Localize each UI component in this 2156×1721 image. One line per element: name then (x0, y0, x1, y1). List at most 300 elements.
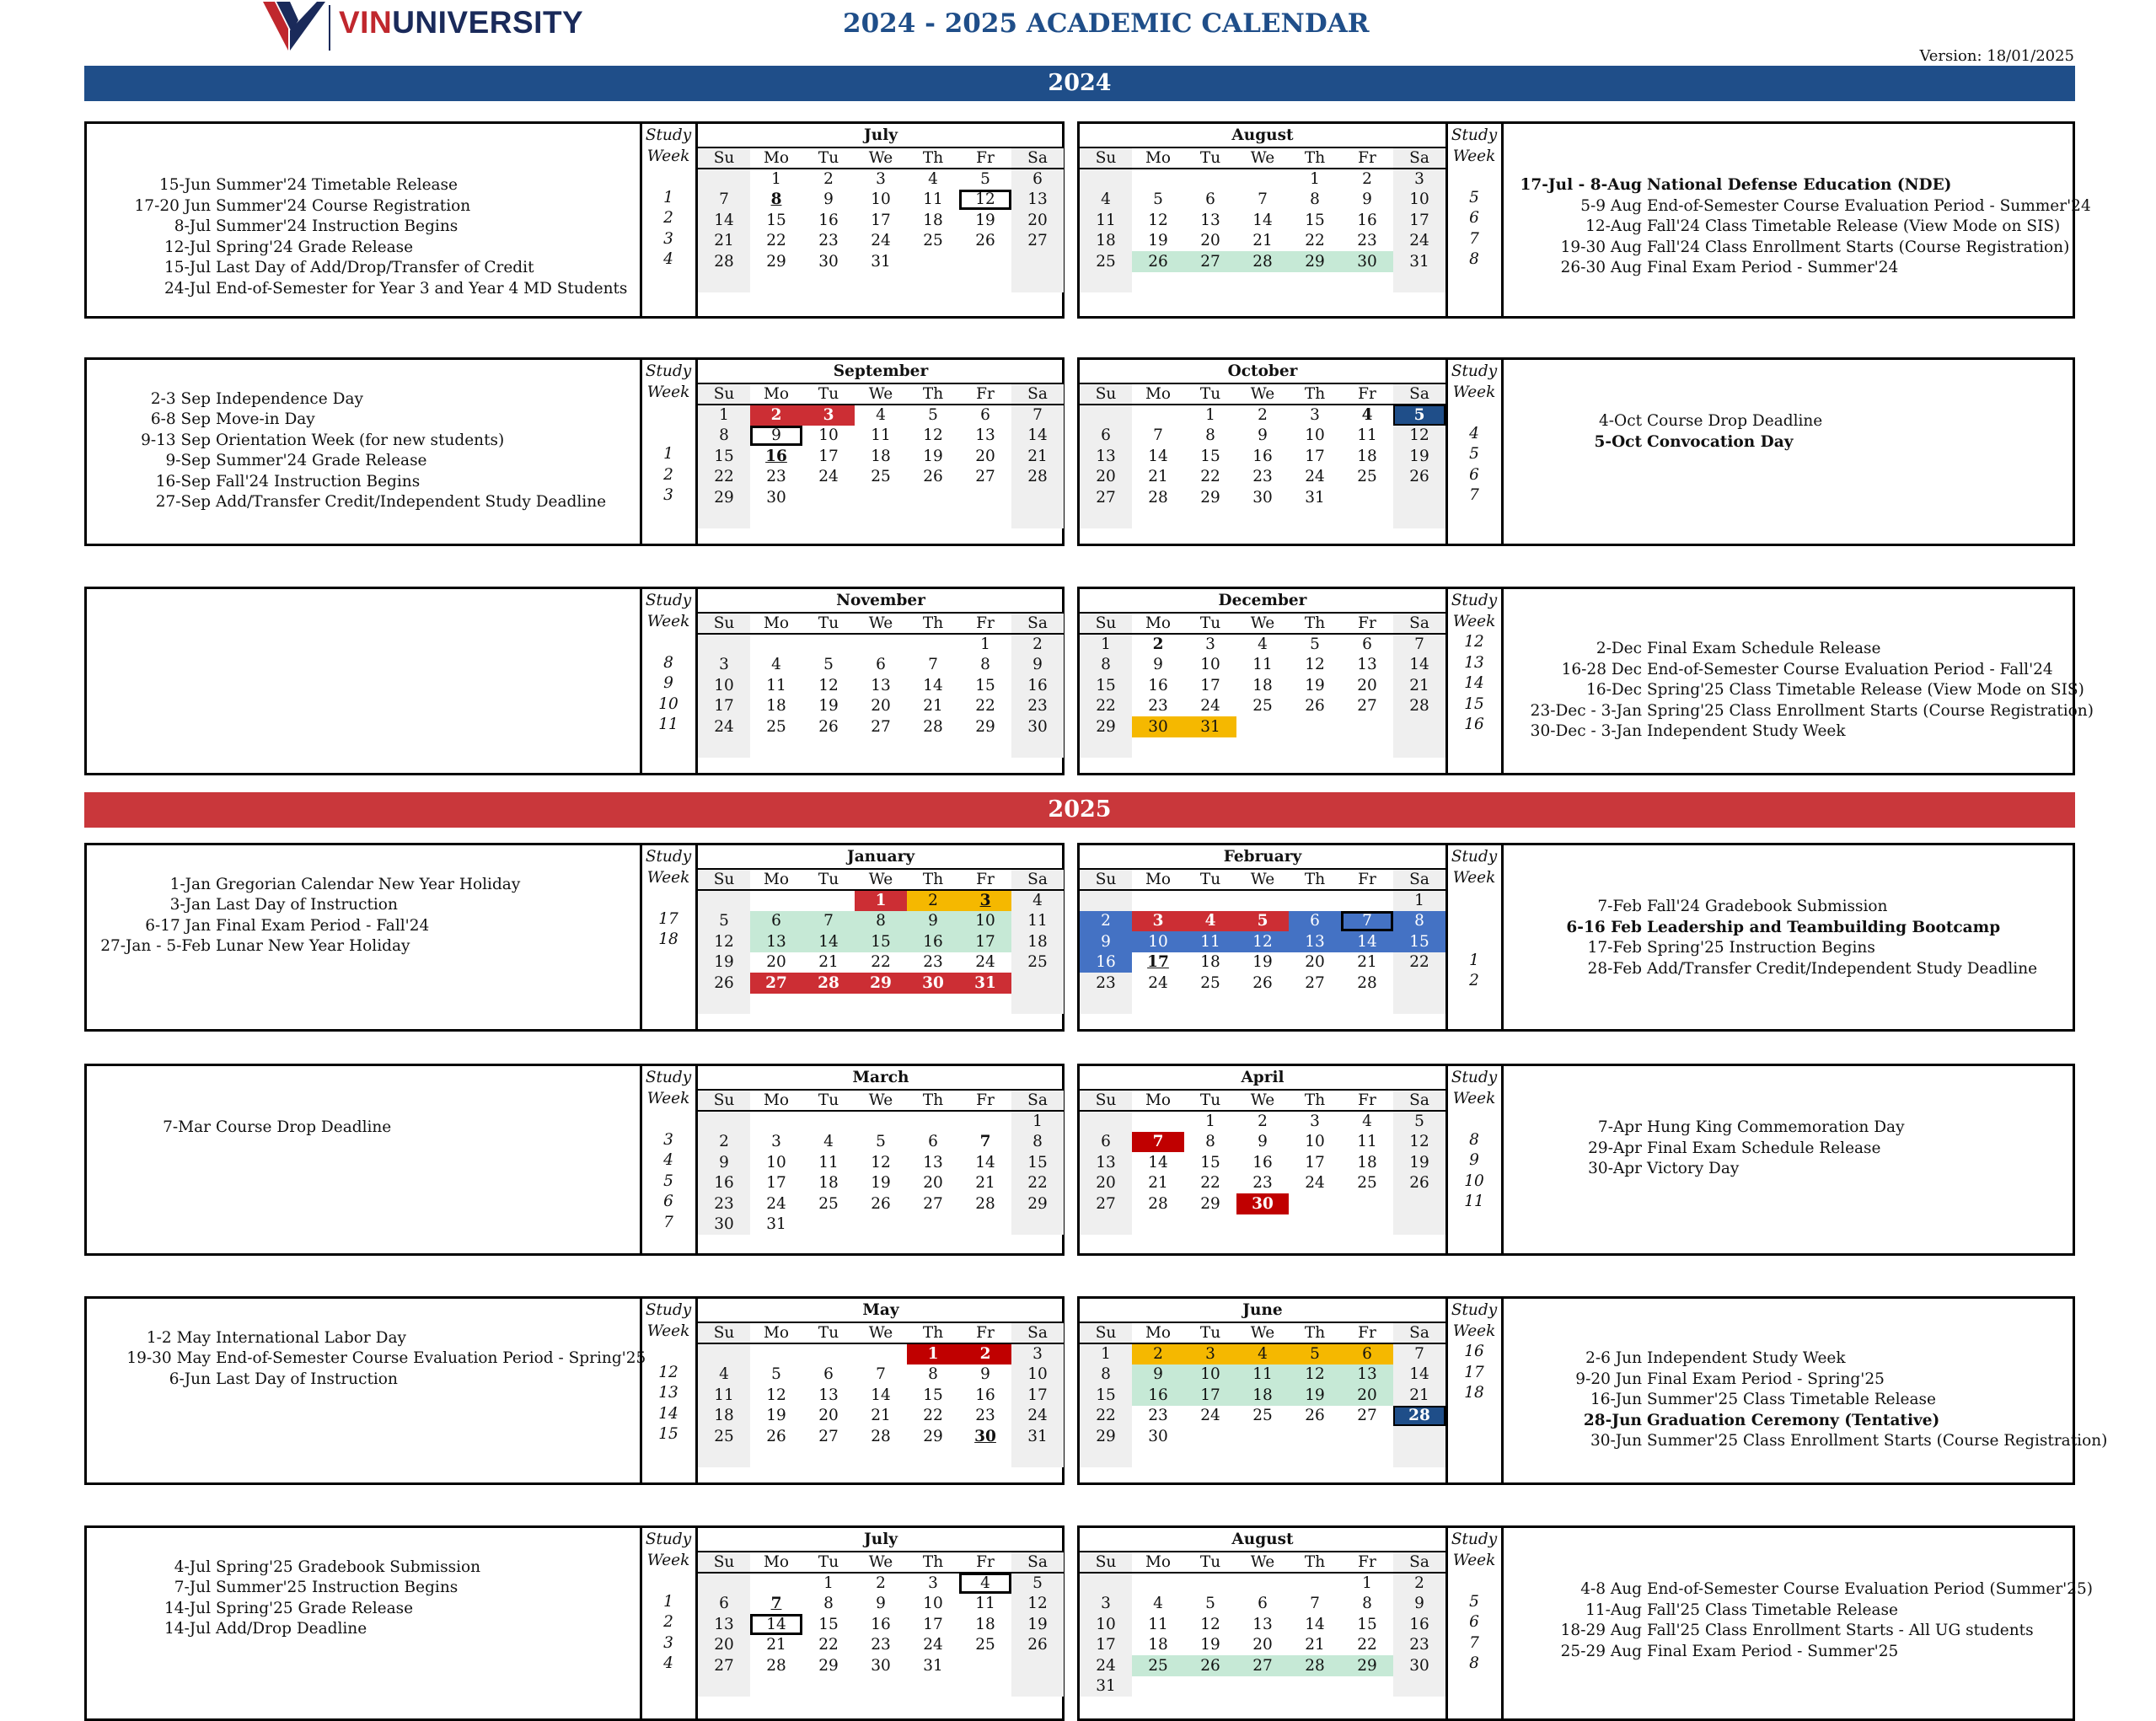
day-cell (802, 1343, 855, 1364)
day-cell: 4 (1258, 635, 1268, 654)
day-cell: 17 (766, 1174, 786, 1193)
event-item (87, 1328, 646, 1349)
day-cell (907, 251, 959, 272)
study-week-number (642, 736, 695, 757)
week-row (1080, 1594, 1445, 1615)
event-text: Last Day of Add/Drop/Transfer of Credit (216, 259, 534, 276)
study-week-number (1448, 992, 1500, 1013)
event-item (1505, 1139, 1905, 1160)
week-row (1080, 655, 1445, 676)
month-grid (698, 868, 1064, 1014)
day-cell: 17 (1305, 1153, 1325, 1171)
day-cell: 3 (876, 170, 886, 189)
day-cell: 15 (818, 1615, 839, 1633)
day-cell: 21 (1393, 675, 1445, 696)
day-cell (1289, 737, 1341, 759)
calendar-section (84, 121, 2091, 319)
weekday-sa: Sa (1011, 383, 1064, 405)
day-cell: 14 (975, 1153, 995, 1171)
day-cell (698, 994, 750, 1015)
day-cell: 11 (698, 1385, 750, 1406)
event-text: Course Drop Deadline (216, 1118, 392, 1136)
day-cell: 22 (1200, 1174, 1220, 1193)
event-text: Fall'24 Gradebook Submission (1647, 898, 1888, 915)
day-cell: 9 (1153, 656, 1163, 674)
study-week-number (1448, 736, 1500, 757)
day-cell (1011, 272, 1064, 293)
event-date: 14-Jul (164, 1599, 211, 1617)
day-cell: 22 (975, 697, 995, 716)
day-cell: 6 (1011, 169, 1064, 190)
day-cell: 10 (1305, 426, 1325, 445)
day-cell: 24 (698, 716, 750, 737)
week-header: Week (1452, 1089, 1496, 1107)
study-header: Study (1451, 1069, 1498, 1086)
day-cell: 3 (771, 1133, 781, 1151)
event-date: 14-Jul (164, 1620, 211, 1638)
day-cell (1236, 272, 1289, 293)
weekday-header-row (1080, 613, 1445, 634)
day-cell: 29 (1341, 1655, 1393, 1676)
weekday-we: We (855, 613, 907, 634)
day-cell: 23 (1080, 973, 1132, 994)
day-cell: 5 (980, 170, 990, 189)
day-cell: 2 (823, 170, 834, 189)
study-week-number (642, 888, 695, 909)
day-cell: 6 (1205, 190, 1215, 209)
day-cell (959, 1214, 1011, 1236)
study-header: Study (1451, 126, 1498, 144)
month-grid (1080, 868, 1445, 1014)
weekday-header-row (1080, 869, 1445, 890)
month-name: December (1218, 592, 1307, 609)
left-panel (84, 587, 1065, 775)
day-cell: 28 (975, 1194, 995, 1213)
day-cell: 23 (1148, 1407, 1168, 1425)
event-item (1505, 217, 2091, 238)
day-cell: 15 (1393, 931, 1445, 952)
day-cell: 12 (959, 190, 1011, 211)
day-cell: 4 (1153, 1595, 1163, 1613)
day-cell: 8 (1080, 1364, 1132, 1386)
event-text: Spring'24 Grade Release (216, 238, 414, 256)
event-item (1505, 1642, 2093, 1663)
day-cell: 13 (1080, 1152, 1132, 1173)
study-week-number: 5 (1469, 1592, 1479, 1611)
day-cell: 20 (975, 447, 995, 465)
day-cell (1341, 1214, 1393, 1236)
day-cell: 11 (975, 1595, 995, 1613)
day-cell: 18 (975, 1615, 995, 1633)
day-cell (1393, 1214, 1445, 1236)
day-cell: 17 (923, 1615, 943, 1633)
week-row (698, 1594, 1064, 1615)
day-cell: 29 (766, 252, 786, 271)
day-cell: 29 (855, 973, 907, 994)
study-week-number (642, 951, 695, 972)
weekday-header-row (1080, 383, 1445, 405)
day-cell (1184, 508, 1236, 529)
week-row (698, 1173, 1064, 1194)
weekday-tu: Tu (802, 383, 855, 405)
event-date: 11-Aug (1585, 1600, 1642, 1619)
day-cell: 12 (766, 1386, 786, 1404)
month-september (698, 362, 1064, 545)
day-cell: 27 (818, 1427, 839, 1445)
day-cell: 15 (1200, 447, 1220, 465)
event-item (87, 1557, 480, 1579)
event-item (1505, 238, 2091, 259)
day-cell: 1 (1205, 1112, 1215, 1131)
weekday-th: Th (907, 147, 959, 169)
day-cell: 14 (1252, 211, 1273, 229)
event-text: Gregorian Calendar New Year Holiday (216, 875, 521, 893)
day-cell: 24 (975, 953, 995, 972)
day-cell (907, 1676, 959, 1697)
day-cell: 8 (1080, 655, 1132, 676)
event-date: 4-Oct (1599, 412, 1642, 430)
month-november (698, 591, 1064, 775)
day-cell: 4 (771, 656, 781, 674)
day-cell: 24 (1148, 973, 1168, 992)
study-week-number: 10 (1464, 1171, 1484, 1190)
day-cell (1132, 1447, 1184, 1468)
right-panel (1077, 1525, 2094, 1721)
week-row (698, 1364, 1064, 1386)
day-cell: 4 (1361, 406, 1373, 425)
study-header: Study (645, 126, 692, 144)
day-cell: 2 (907, 890, 959, 911)
day-cell: 24 (818, 468, 839, 486)
event-date: 3-Jan (169, 896, 211, 914)
left-study-column (642, 126, 695, 291)
day-cell (1184, 1676, 1236, 1697)
week-row (698, 1573, 1064, 1594)
day-cell (1080, 405, 1132, 426)
day-cell: 22 (871, 953, 891, 972)
left-events (87, 875, 520, 957)
event-item (1505, 701, 2094, 722)
event-text: Lunar New Year Holiday (216, 937, 410, 955)
day-cell: 5 (1153, 190, 1163, 209)
study-week-number: 13 (658, 1384, 678, 1402)
day-cell (855, 1447, 907, 1468)
day-cell: 1 (855, 890, 907, 911)
week-header: Week (1452, 147, 1496, 165)
right-panel (1077, 587, 2094, 775)
day-cell: 20 (871, 697, 891, 716)
month-january (698, 847, 1064, 1031)
day-cell: 24 (1305, 468, 1325, 486)
day-cell (1080, 1573, 1132, 1594)
day-cell: 8 (1011, 1132, 1064, 1153)
day-cell: 7 (1393, 634, 1445, 655)
day-cell: 27 (1236, 1655, 1289, 1676)
day-cell: 10 (1305, 1133, 1325, 1151)
day-cell: 30 (698, 1214, 750, 1236)
week-row (698, 1193, 1064, 1214)
day-cell: 15 (1080, 675, 1132, 696)
day-cell: 3 (1310, 406, 1320, 425)
event-text: Leadership and Teambuilding Bootcamp (1647, 918, 2001, 936)
left-study-column (642, 1300, 695, 1466)
month-august (1080, 126, 1445, 318)
day-cell (1080, 1214, 1132, 1236)
left-study-column (642, 1530, 695, 1695)
day-cell: 16 (1393, 1614, 1445, 1635)
day-cell (1132, 272, 1184, 293)
week-row (698, 931, 1064, 952)
day-cell: 10 (818, 426, 839, 445)
day-cell: 26 (871, 1194, 891, 1213)
day-cell: 21 (1148, 468, 1168, 486)
weekday-mo: Mo (1132, 383, 1184, 405)
day-cell: 26 (1184, 1655, 1236, 1676)
weekday-mo: Mo (1132, 147, 1184, 169)
weekday-mo: Mo (750, 383, 802, 405)
day-cell (1393, 973, 1445, 994)
day-cell (855, 994, 907, 1015)
day-cell: 17 (698, 696, 750, 717)
month-october (1080, 362, 1445, 545)
day-cell: 5 (1393, 405, 1445, 426)
event-date: 16-28 Dec (1561, 660, 1642, 678)
event-date: 7-Feb (1597, 898, 1642, 915)
event-text: International Labor Day (216, 1328, 406, 1347)
weekday-tu: Tu (1184, 383, 1236, 405)
day-cell (1341, 1447, 1393, 1468)
day-cell: 25 (975, 1636, 995, 1654)
event-date: 19-30 Aug (1560, 238, 1642, 256)
day-cell (750, 1676, 802, 1697)
day-cell: 22 (698, 467, 750, 488)
day-cell: 24 (1200, 697, 1220, 716)
event-item (87, 875, 520, 896)
day-cell: 19 (923, 447, 943, 465)
day-cell: 2 (1258, 406, 1268, 425)
day-cell (1132, 405, 1184, 426)
weekday-fr: Fr (959, 869, 1011, 890)
event-text: Summer'25 Instruction Begins (216, 1579, 459, 1596)
day-cell: 10 (959, 911, 1011, 932)
day-cell: 9 (907, 911, 959, 932)
weekday-fr: Fr (959, 383, 1011, 405)
day-cell: 20 (1011, 210, 1064, 231)
calendar-section (84, 357, 2075, 546)
right-panel (1077, 843, 2075, 1032)
day-cell (1289, 508, 1341, 529)
event-date: 1-2 May (146, 1328, 211, 1347)
day-cell (1132, 169, 1184, 190)
day-cell: 20 (1357, 676, 1377, 694)
day-cell: 22 (923, 1407, 943, 1425)
day-cell (698, 1573, 750, 1594)
weekday-mo: Mo (750, 1322, 802, 1343)
week-row (698, 426, 1064, 447)
day-cell (1236, 716, 1289, 737)
week-row (698, 655, 1064, 676)
event-date: 17-20 Jun (134, 196, 211, 215)
day-cell: 29 (1011, 1193, 1064, 1214)
week-row (1080, 1406, 1445, 1427)
day-cell: 10 (1080, 1614, 1132, 1635)
day-cell: 11 (1357, 1133, 1377, 1151)
study-week-number: 6 (1469, 465, 1479, 484)
study-week-number: 2 (663, 465, 673, 484)
day-cell: 10 (766, 1153, 786, 1171)
day-cell: 13 (818, 1386, 839, 1404)
day-cell (1184, 890, 1236, 911)
event-date: 12-Jul (164, 238, 211, 256)
day-cell: 25 (766, 717, 786, 736)
day-cell (1393, 1193, 1445, 1214)
day-cell: 17 (1200, 676, 1220, 694)
day-cell: 19 (1289, 1385, 1341, 1406)
right-events (1505, 639, 2094, 743)
week-row (698, 190, 1064, 211)
study-header: Study (1451, 848, 1498, 866)
day-cell: 21 (766, 1636, 786, 1654)
event-date: 1-Jan (169, 875, 211, 893)
day-cell: 24 (1011, 1406, 1064, 1427)
day-cell (1236, 169, 1289, 190)
day-cell: 19 (1148, 232, 1168, 250)
day-cell: 30 (871, 1656, 891, 1675)
study-week-number: 9 (1469, 1151, 1479, 1169)
day-cell: 14 (1393, 655, 1445, 676)
event-text: Fall'24 Class Timetable Release (View Mode on SIS) (1647, 217, 2061, 235)
day-cell: 18 (923, 211, 943, 229)
week-row (1080, 931, 1445, 952)
week-row (698, 210, 1064, 231)
day-cell: 25 (818, 1194, 839, 1213)
week-row (1080, 973, 1445, 994)
week-row (698, 1111, 1064, 1132)
day-cell: 2 (1152, 635, 1164, 654)
day-cell: 21 (871, 1407, 891, 1425)
day-cell (1393, 994, 1445, 1015)
study-week-number: 8 (663, 653, 673, 672)
day-cell: 26 (1305, 697, 1325, 716)
day-cell: 11 (1080, 210, 1132, 231)
day-cell: 16 (765, 447, 787, 465)
day-cell: 15 (698, 446, 750, 467)
day-cell: 17 (818, 447, 839, 465)
day-cell: 10 (698, 675, 750, 696)
week-row (698, 1676, 1064, 1697)
weekday-we: We (1236, 869, 1289, 890)
event-text: Orientation Week (for new students) (216, 431, 505, 449)
event-item (87, 196, 627, 217)
day-cell: 31 (1184, 716, 1236, 737)
day-cell (1289, 272, 1341, 293)
event-item (87, 431, 606, 452)
day-cell: 25 (923, 232, 943, 250)
event-date: 7-Apr (1597, 1118, 1642, 1136)
day-cell: 12 (1236, 931, 1289, 952)
day-cell: 12 (698, 931, 750, 952)
day-cell: 12 (871, 1153, 891, 1171)
week-row (1080, 1152, 1445, 1173)
event-text: Independence Day (216, 389, 363, 408)
event-text: Add/Transfer Credit/Independent Study Deadline (216, 493, 607, 511)
weekday-su: Su (1080, 383, 1132, 405)
day-cell: 30 (1132, 716, 1184, 737)
weekday-we: We (1236, 1090, 1289, 1111)
day-cell: 11 (1252, 656, 1273, 674)
day-cell (959, 251, 1011, 272)
study-week-number (642, 424, 695, 445)
day-cell: 25 (871, 468, 891, 486)
right-study-column (1448, 1300, 1500, 1466)
month-february (1080, 847, 1445, 1031)
week-row (698, 1132, 1064, 1153)
day-cell: 3 (928, 1574, 938, 1593)
study-header: Study (645, 1531, 692, 1548)
day-cell: 9 (1258, 426, 1268, 445)
study-week-number (1448, 403, 1500, 424)
day-cell: 4 (823, 1133, 834, 1151)
day-cell (855, 1676, 907, 1697)
day-cell: 2 (1362, 170, 1372, 189)
day-cell: 31 (1080, 1676, 1132, 1697)
day-cell: 1 (907, 1343, 959, 1364)
event-date: 27-Sep (155, 493, 211, 511)
study-week-number: 12 (658, 1363, 678, 1381)
event-item (1505, 897, 2037, 918)
weekday-we: We (855, 383, 907, 405)
study-week-number: 5 (1469, 188, 1479, 206)
study-week-number (1448, 167, 1500, 188)
event-item (87, 472, 606, 493)
event-item (1505, 432, 1822, 453)
weekday-th: Th (907, 383, 959, 405)
event-item (1505, 680, 2094, 701)
day-cell (750, 1111, 802, 1132)
day-cell (1132, 1676, 1184, 1697)
week-header: Week (1452, 1322, 1496, 1340)
day-cell (907, 508, 959, 529)
weekday-header-row (698, 613, 1064, 634)
day-cell: 9 (1011, 655, 1064, 676)
weekday-header-row (698, 383, 1064, 405)
week-row (1080, 508, 1445, 529)
day-cell: 23 (766, 468, 786, 486)
study-week-number: 16 (1464, 1343, 1484, 1360)
day-cell: 18 (818, 1174, 839, 1193)
day-cell: 16 (1252, 447, 1273, 465)
event-text: Independent Study Week (1647, 722, 1846, 740)
study-header: Study (1451, 362, 1498, 380)
event-item (1505, 1579, 2093, 1600)
event-item (1505, 1370, 2107, 1391)
day-cell: 24 (1080, 1655, 1132, 1676)
right-events (1505, 1348, 2107, 1452)
study-week-number (1448, 1445, 1500, 1466)
week-row (698, 1152, 1064, 1173)
day-cell (1341, 994, 1393, 1015)
calendar-section (84, 587, 2094, 775)
weekday-sa: Sa (1011, 147, 1064, 169)
event-item (87, 410, 606, 431)
month-name: August (1231, 126, 1294, 144)
week-header: Week (646, 383, 690, 401)
logo-mark-icon (261, 0, 332, 54)
weekday-su: Su (1080, 869, 1132, 890)
event-text: Add/Transfer Credit/Independent Study Deadline (1647, 959, 2038, 978)
day-cell: 18 (1357, 447, 1377, 465)
day-cell: 29 (1289, 251, 1341, 272)
